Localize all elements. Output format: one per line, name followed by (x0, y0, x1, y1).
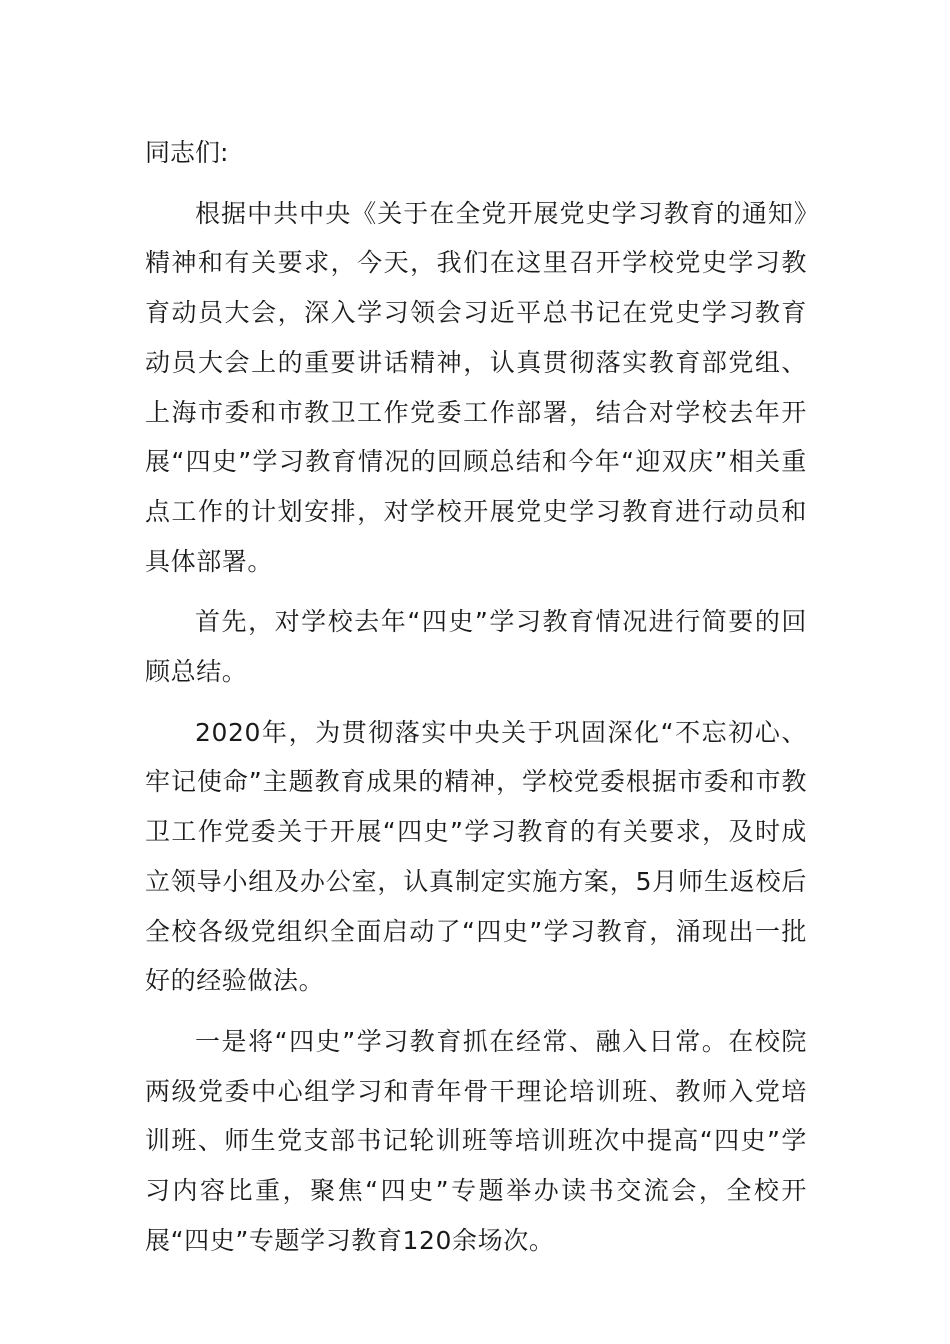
document-body (145, 128, 807, 1276)
paragraph-point-one: 一是将“四史”学习教育抓在经常、融入日常。在校院两级党委中心组学习和青年骨干理论培训班、教师入党培训班、师生党支部书记轮训班等培训班次中提高“四史”学习内容比重，聚焦“四史”专题举办读书交流会，全校开展“四史”专题学习教育120余场次。 (145, 1026, 807, 1255)
salutation: 同志们: (145, 138, 229, 167)
paragraph-review-intro: 首先，对学校去年“四史”学习教育情况进行简要的回顾总结。 (145, 607, 807, 687)
paragraph-opening: 根据中共中央《关于在全党开展党史学习教育的通知》精神和有关要求，今天，我们在这里召开学校党史学习教育动员大会，深入学习领会习近平总书记在党史学习教育动员大会上的重要讲话精神，认真贯彻落实教育部党组、上海市委和市教卫工作党委工作部署，结合对学校去年开展“四史”学习教育情况的回顾总结和今年“迎双庆”相关重点工作的计划安排，对学校开展党史学习教育进行动员和具体部署。 (145, 198, 807, 576)
paragraph-2020-summary: 2020年，为贯彻落实中央关于巩固深化“不忘初心、牢记使命”主题教育成果的精神，学校党委根据市委和市教卫工作党委关于开展“四史”学习教育的有关要求，及时成立领导小组及办公室，认真制定实施方案，5月师生返校后全校各级党组织全面启动了“四史”学习教育，涌现出一批好的经验做法。 (145, 717, 807, 996)
